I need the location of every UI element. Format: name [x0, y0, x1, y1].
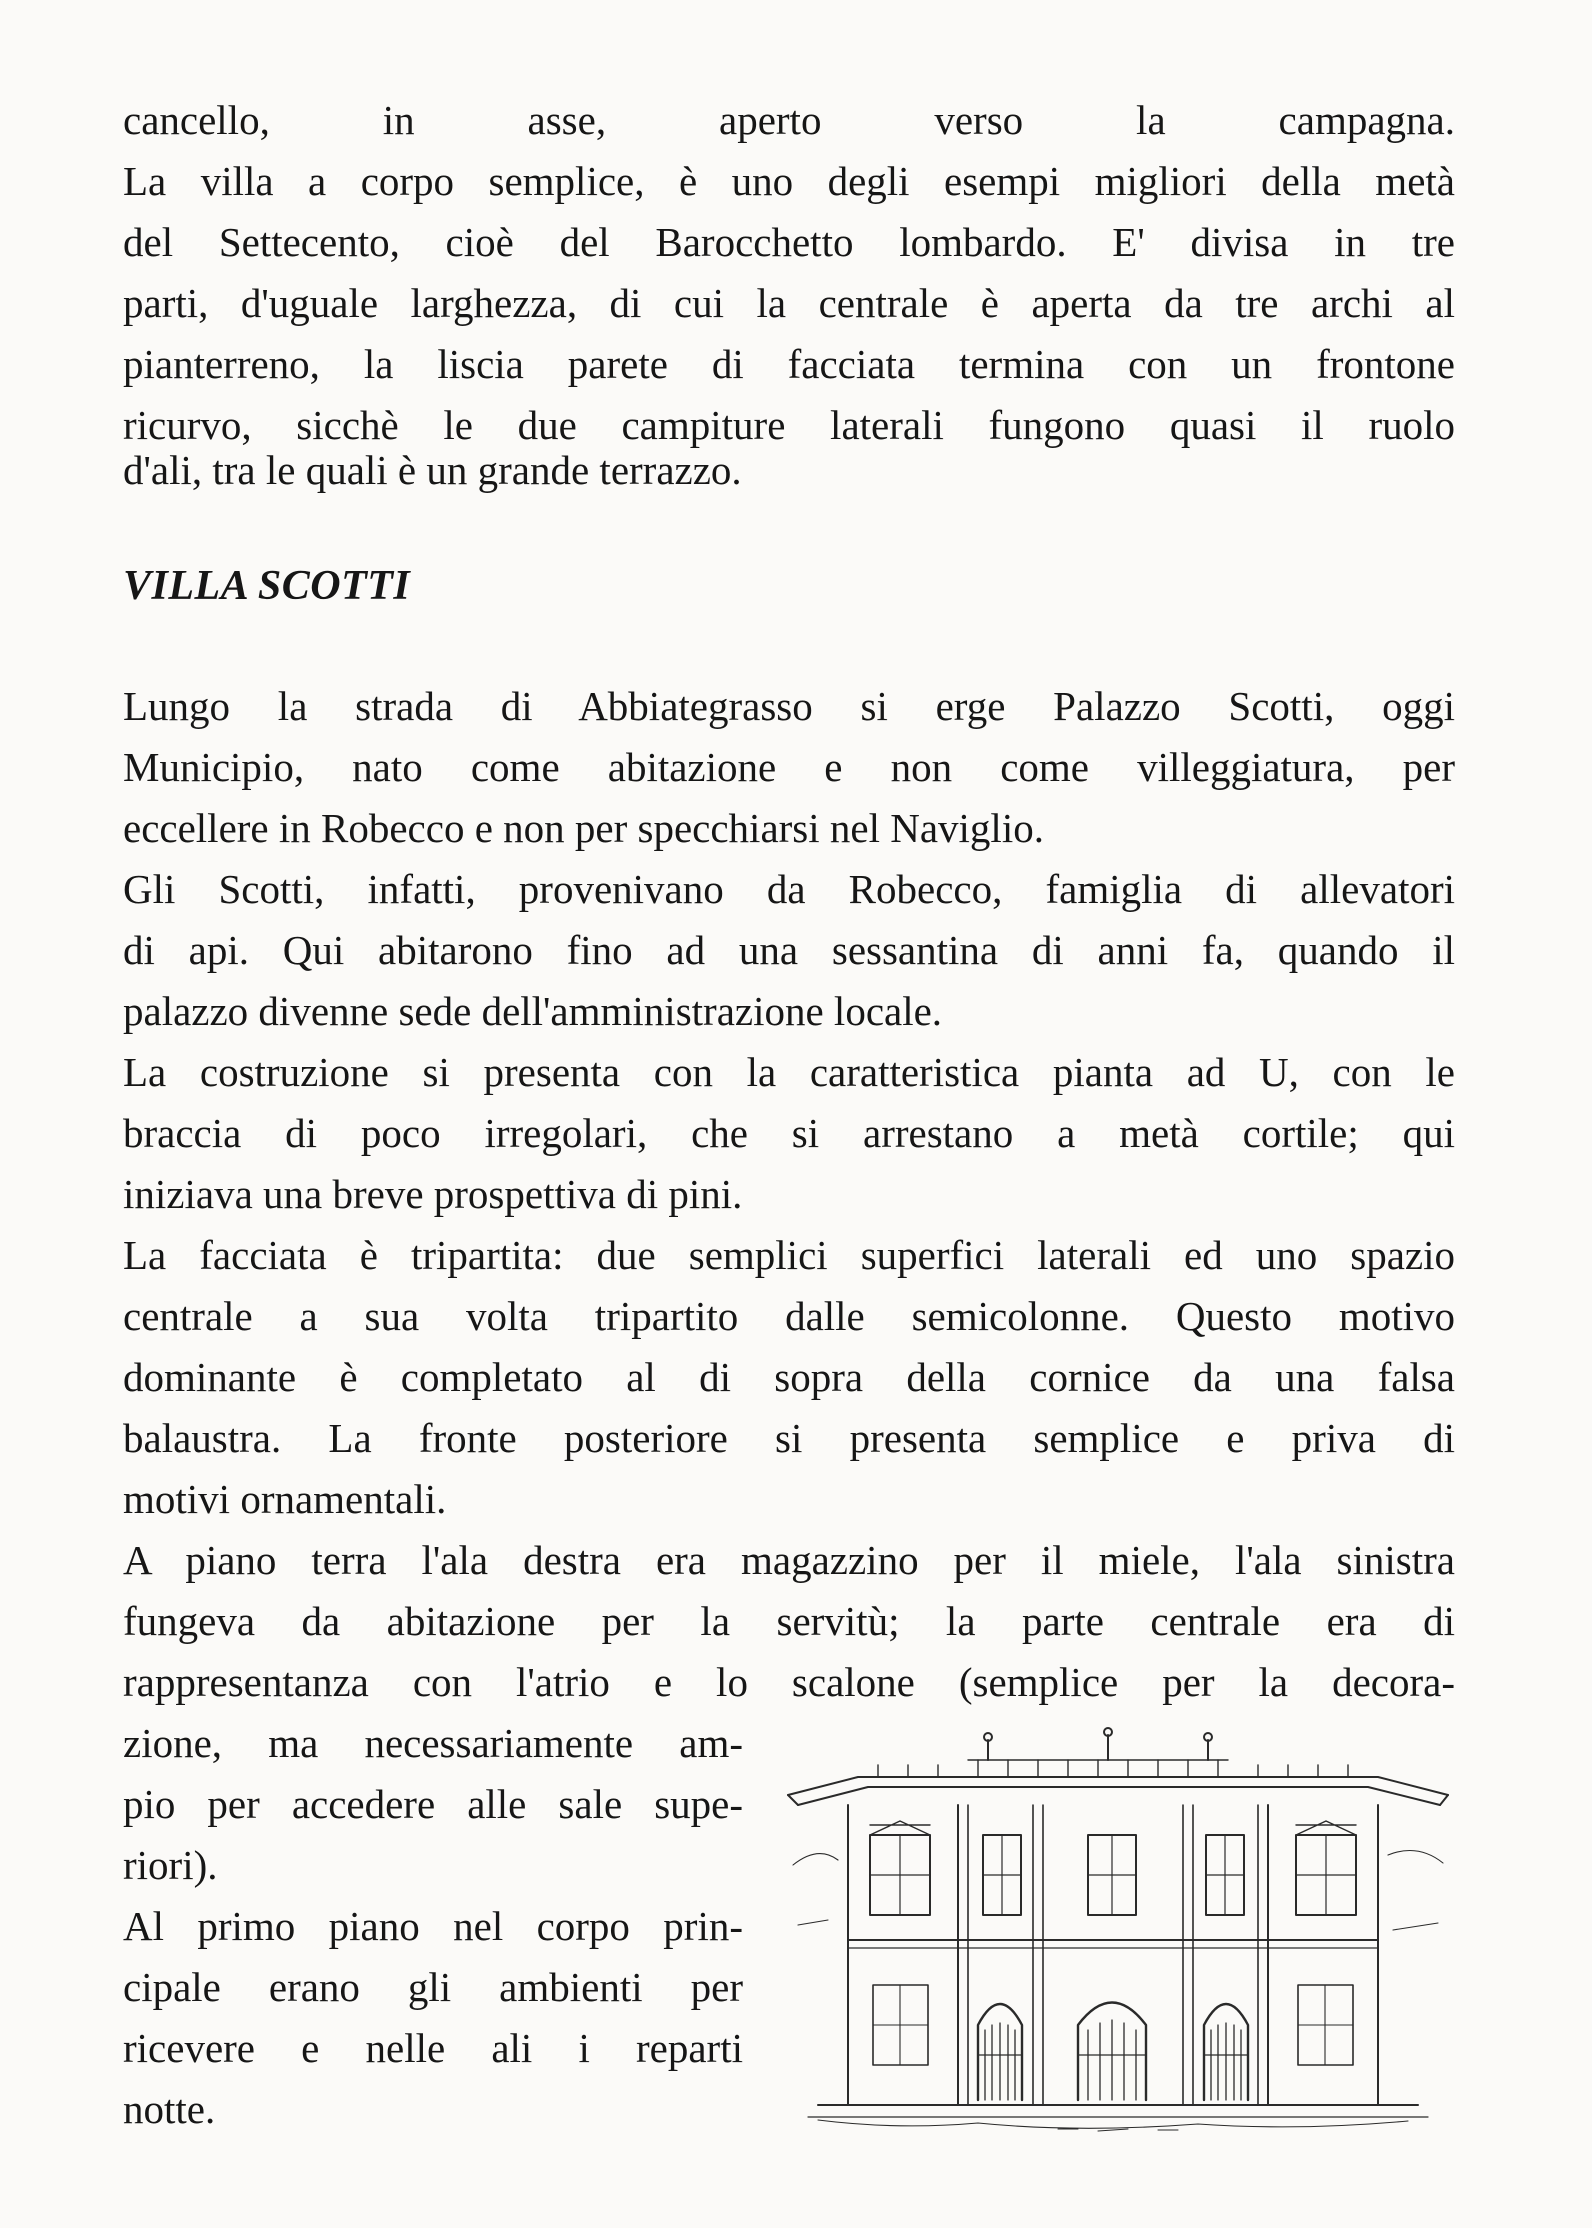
text-line: A piano terra l'ala destra era magazzino per il miele, l'ala sinistra	[123, 1537, 1455, 1583]
text-line: cipale erano gli ambienti per	[123, 1964, 743, 2010]
text-line: del Settecento, cioè del Barocchetto lombardo. E' divisa in tre	[123, 219, 1455, 265]
text-line: zione, ma necessariamente am-	[123, 1720, 743, 1766]
text-line: parti, d'uguale larghezza, di cui la centrale è aperta da tre archi al	[123, 280, 1455, 326]
text-line: motivi ornamentali.	[123, 1476, 447, 1522]
text-line: fungeva da abitazione per la servitù; la parte centrale era di	[123, 1598, 1455, 1644]
text-line: eccellere in Robecco e non per specchiarsi nel Naviglio.	[123, 805, 1044, 851]
text-line: iniziava una breve prospettiva di pini.	[123, 1171, 743, 1217]
text-line: di api. Qui abitarono fino ad una sessantina di anni fa, quando il	[123, 927, 1455, 973]
text-line: pianterreno, la liscia parete di facciata termina con un frontone	[123, 341, 1455, 387]
text-line: cancello, in asse, aperto verso la campagna.	[123, 97, 1455, 143]
text-line: Municipio, nato come abitazione e non come villeggiatura, per	[123, 744, 1455, 790]
text-line: centrale a sua volta tripartito dalle semicolonne. Questo motivo	[123, 1293, 1455, 1339]
text-line: pio per accedere alle sale supe-	[123, 1781, 743, 1827]
text-line: La facciata è tripartita: due semplici superfici laterali ed uno spazio	[123, 1232, 1455, 1278]
text-line: d'ali, tra le quali è un grande terrazzo.	[123, 447, 742, 493]
text-line: La villa a corpo semplice, è uno degli esempi migliori della metà	[123, 158, 1455, 204]
text-line: riori).	[123, 1842, 218, 1888]
text-line: notte.	[123, 2086, 216, 2132]
palazzo-scotti-facade-sketch-icon	[778, 1725, 1458, 2137]
text-line: palazzo divenne sede dell'amministrazione locale.	[123, 988, 943, 1034]
text-line: Lungo la strada di Abbiategrasso si erge Palazzo Scotti, oggi	[123, 683, 1455, 729]
text-line: ricurvo, sicchè le due campiture laterali fungono quasi il ruolo	[123, 402, 1455, 448]
text-line: Gli Scotti, infatti, provenivano da Robecco, famiglia di allevatori	[123, 866, 1455, 912]
text-line: Al primo piano nel corpo prin-	[123, 1903, 743, 1949]
text-line: dominante è completato al di sopra della cornice da una falsa	[123, 1354, 1455, 1400]
text-line: balaustra. La fronte posteriore si presenta semplice e priva di	[123, 1415, 1455, 1461]
text-line: rappresentanza con l'atrio e lo scalone (semplice per la decora-	[123, 1659, 1455, 1705]
text-line: La costruzione si presenta con la caratteristica pianta ad U, con le	[123, 1049, 1455, 1095]
text-line: braccia di poco irregolari, che si arrestano a metà cortile; qui	[123, 1110, 1455, 1156]
text-line: ricevere e nelle ali i reparti	[123, 2025, 743, 2071]
section-heading: VILLA SCOTTI	[123, 563, 411, 609]
